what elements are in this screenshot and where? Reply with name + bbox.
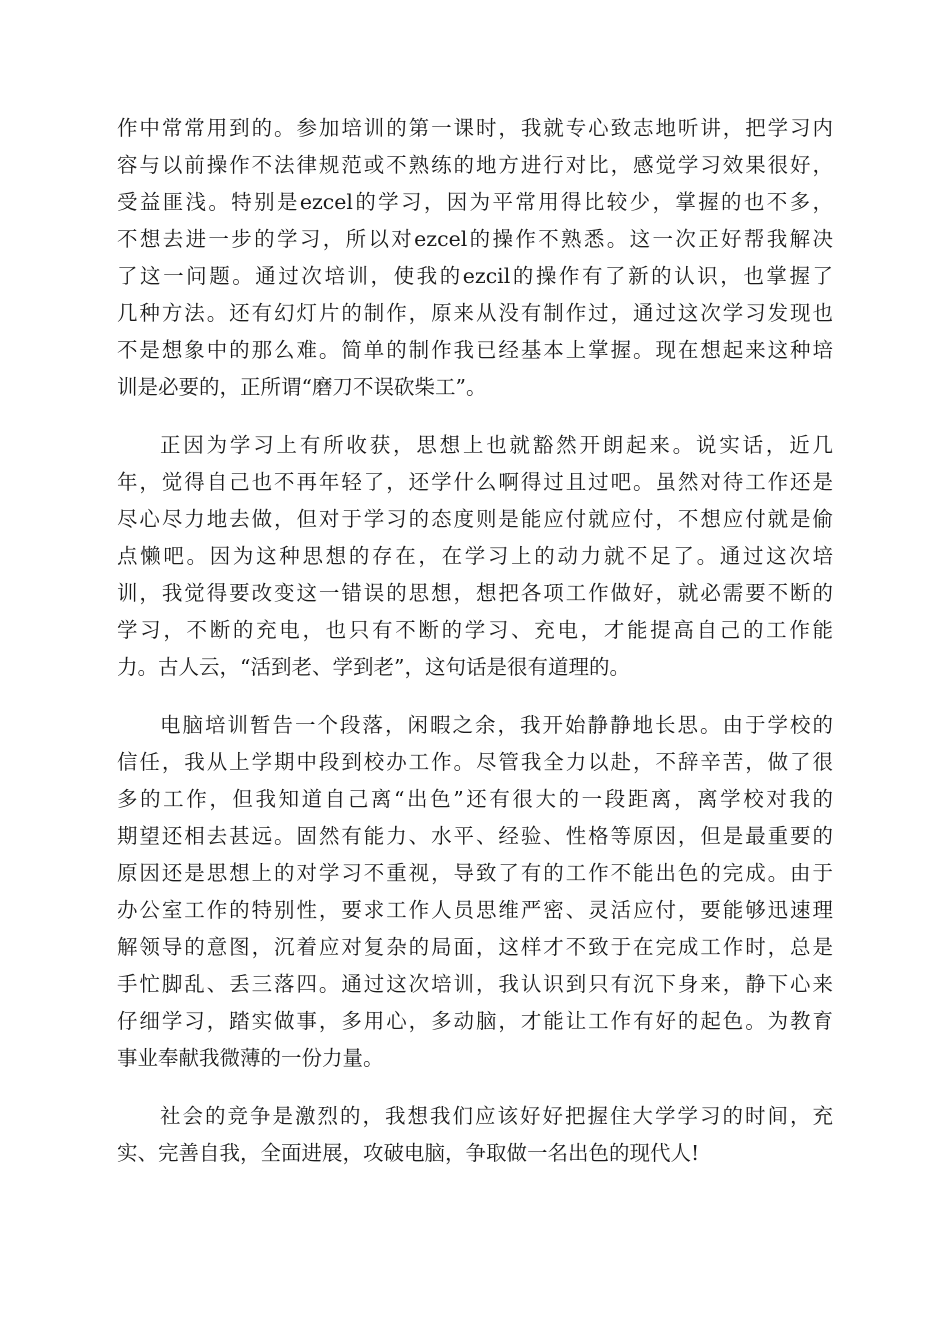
text-line: 不想去进一步的学习，所以对ezcel的操作不熟悉。这一次正好帮我解决 — [117, 227, 833, 251]
text-line: 事业奉献我微薄的一份力量。 — [117, 1046, 384, 1070]
text-line: 信任，我从上学期中段到校办工作。尽管我全力以赴，不辞辛苦，做了很 — [117, 750, 833, 774]
text-line: 正因为学习上有所收获，思想上也就豁然开朗起来。说实话，近几 — [160, 433, 833, 457]
paragraph-2 — [117, 427, 833, 686]
text-line: 实、完善自我，全面进展，攻破电脑，争取做一名出色的现代人! — [117, 1141, 700, 1165]
text-line: 几种方法。还有幻灯片的制作，原来从没有制作过，通过这次学习发现也 — [117, 301, 833, 325]
paragraph-3 — [117, 707, 833, 1077]
paragraph-1 — [117, 110, 833, 406]
text-line: 受益匪浅。特别是ezcel的学习，因为平常用得比较少，掌握的也不多， — [117, 190, 833, 214]
text-line: 原因还是思想上的对学习不重视，导致了有的工作不能出色的完成。由于 — [117, 861, 833, 885]
text-line: 不是想象中的那么难。简单的制作我已经基本上掌握。现在想起来这种培 — [117, 338, 833, 362]
text-line: 力。古人云，“活到老、学到老”，这句话是很有道理的。 — [117, 655, 630, 679]
text-line: 仔细学习，踏实做事，多用心，多动脑，才能让工作有好的起色。为教育 — [117, 1009, 833, 1033]
paragraph-4 — [117, 1098, 833, 1172]
document-page — [117, 110, 833, 1193]
text-line: 期望还相去甚远。固然有能力、水平、经验、性格等原因，但是最重要的 — [117, 824, 833, 848]
text-line: 办公室工作的特别性，要求工作人员思维严密、灵活应付，要能够迅速理 — [117, 898, 833, 922]
text-line: 作中常常用到的。参加培训的第一课时，我就专心致志地听讲，把学习内 — [117, 116, 833, 140]
text-line: 训是必要的，正所谓“磨刀不误砍柴工”。 — [117, 375, 487, 399]
text-line: 电脑培训暂告一个段落，闲暇之余，我开始静静地长思。由于学校的 — [160, 713, 833, 737]
text-line: 了这一问题。通过次培训，使我的ezcil的操作有了新的认识，也掌握了 — [117, 264, 833, 288]
text-line: 学习，不断的充电，也只有不断的学习、充电，才能提高自己的工作能 — [117, 618, 833, 642]
text-line: 社会的竞争是激烈的，我想我们应该好好把握住大学学习的时间，充 — [160, 1104, 833, 1128]
text-line: 容与以前操作不法律规范或不熟练的地方进行对比，感觉学习效果很好， — [117, 153, 833, 177]
text-line: 手忙脚乱、丢三落四。通过这次培训，我认识到只有沉下身来，静下心来 — [117, 972, 833, 996]
text-line: 尽心尽力地去做，但对于学习的态度则是能应付就应付，不想应付就是偷 — [117, 507, 833, 531]
text-line: 解领导的意图，沉着应对复杂的局面，这样才不致于在完成工作时，总是 — [117, 935, 833, 959]
text-line: 多的工作，但我知道自己离“出色”还有很大的一段距离，离学校对我的 — [117, 787, 833, 811]
text-line: 点懒吧。因为这种思想的存在，在学习上的动力就不足了。通过这次培 — [117, 544, 833, 568]
text-line: 年，觉得自己也不再年轻了，还学什么啊得过且过吧。虽然对待工作还是 — [117, 470, 833, 494]
text-line: 训，我觉得要改变这一错误的思想，想把各项工作做好，就必需要不断的 — [117, 581, 833, 605]
